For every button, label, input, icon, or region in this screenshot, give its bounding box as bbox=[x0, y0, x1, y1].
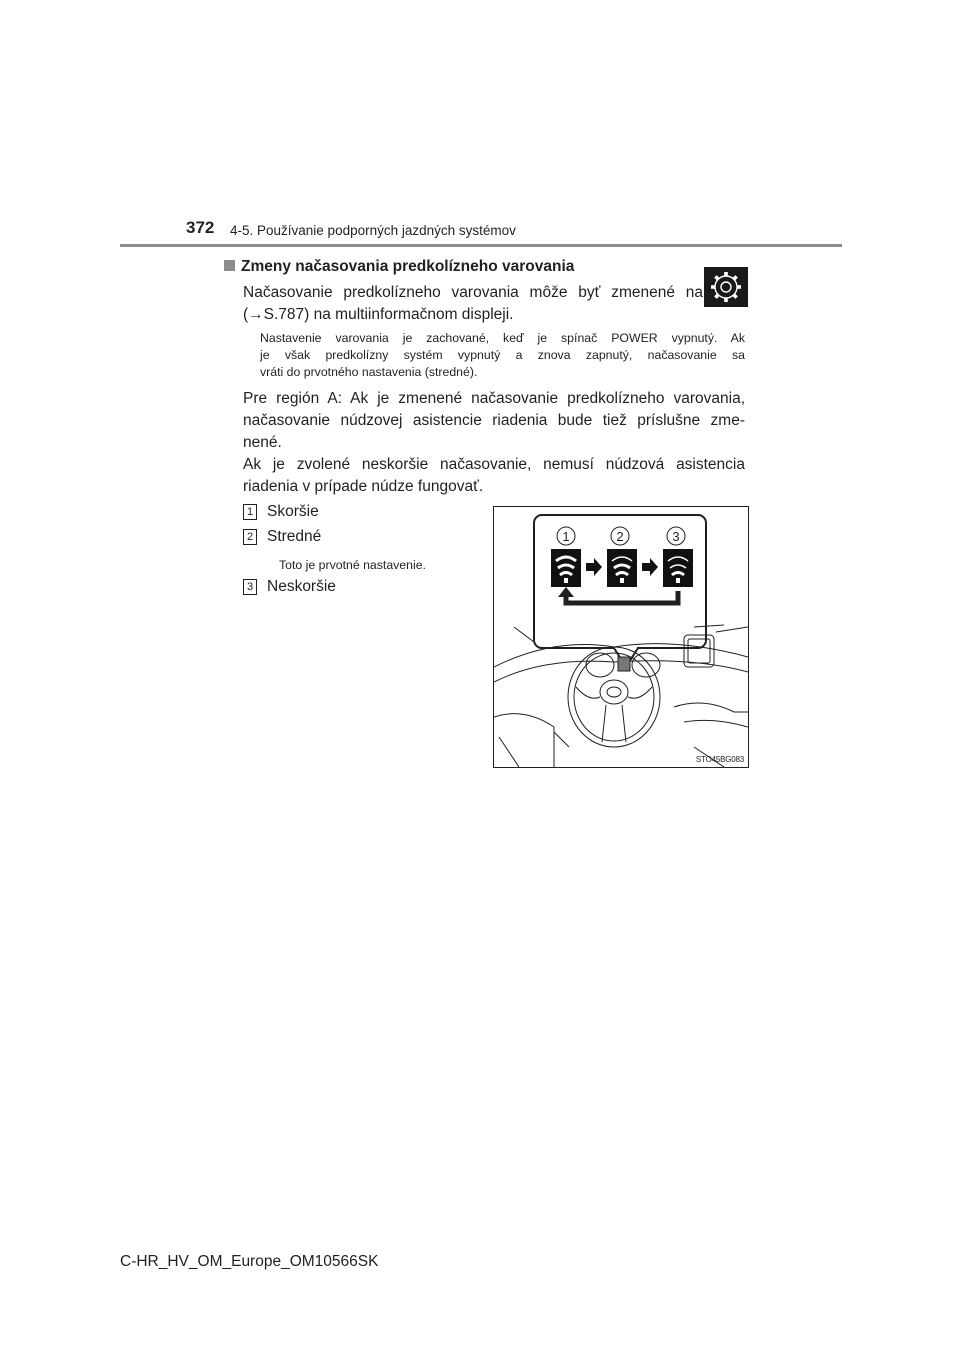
dashboard-illustration bbox=[494, 507, 748, 767]
list-item bbox=[243, 578, 336, 596]
note-line: je však predkolízny systém vypnutý a znova zapnutý, načasovanie sa bbox=[260, 348, 745, 362]
note-line: Nastavenie varovania je zachované, keď je spínač POWER vypnutý. Ak bbox=[260, 331, 745, 345]
list-item-number: 2 bbox=[243, 529, 257, 545]
list-item-number: 3 bbox=[243, 579, 257, 595]
list-item bbox=[243, 503, 319, 521]
list-item-label: Skoršie bbox=[267, 503, 319, 520]
list-item-label: Neskoršie bbox=[267, 578, 336, 595]
list-item bbox=[243, 528, 321, 546]
figure-callout: 1 bbox=[562, 529, 570, 544]
gear-icon bbox=[704, 267, 748, 307]
paragraph-2-line: nené. bbox=[243, 434, 282, 451]
illustration-figure bbox=[493, 506, 749, 768]
section-title: 4-5. Používanie podporných jazdných systémov bbox=[230, 223, 516, 238]
paragraph-2-line: Ak je zvolené neskoršie načasovanie, nemusí núdzová asistencia bbox=[243, 456, 745, 473]
section-heading-text: Zmeny načasovania predkolízneho varovania bbox=[241, 258, 575, 275]
paragraph-1 bbox=[243, 282, 703, 304]
footer-document-id: C-HR_HV_OM_Europe_OM10566SK bbox=[120, 1253, 379, 1270]
figure-callout: 3 bbox=[672, 529, 680, 544]
list-item-number: 1 bbox=[243, 504, 257, 520]
square-bullet-icon bbox=[224, 260, 235, 271]
note-line: vráti do prvotného nastavenia (stredné). bbox=[260, 365, 478, 379]
figure-code: STO45BG083 bbox=[695, 755, 744, 764]
timing-screen-late bbox=[663, 549, 693, 587]
section-heading bbox=[224, 258, 574, 276]
paragraph-1-line: Načasovanie predkolízneho varovania môže byť zmenené na bbox=[243, 284, 703, 301]
timing-screen-early bbox=[551, 549, 581, 587]
list-item-note: Toto je prvotné nastavenie. bbox=[279, 558, 426, 572]
paragraph-2-line: načasovanie núdzovej asistencie riadenia bude tiež príslušne zme- bbox=[243, 412, 745, 429]
page-number: 372 bbox=[186, 218, 215, 237]
timing-screen-middle bbox=[607, 549, 637, 587]
paragraph-2-line: riadenia v prípade núdze fungovať. bbox=[243, 478, 484, 495]
figure-callout: 2 bbox=[616, 529, 624, 544]
paragraph-1-line: (→S.787) na multiinformačnom displeji. bbox=[243, 306, 514, 323]
list-item-label: Stredné bbox=[267, 528, 322, 545]
note bbox=[260, 330, 745, 381]
paragraph-2 bbox=[243, 388, 745, 498]
paragraph-2-line: Pre región A: Ak je zmenené načasovanie predkolízneho varovania, bbox=[243, 390, 745, 407]
header-rule bbox=[120, 244, 842, 247]
